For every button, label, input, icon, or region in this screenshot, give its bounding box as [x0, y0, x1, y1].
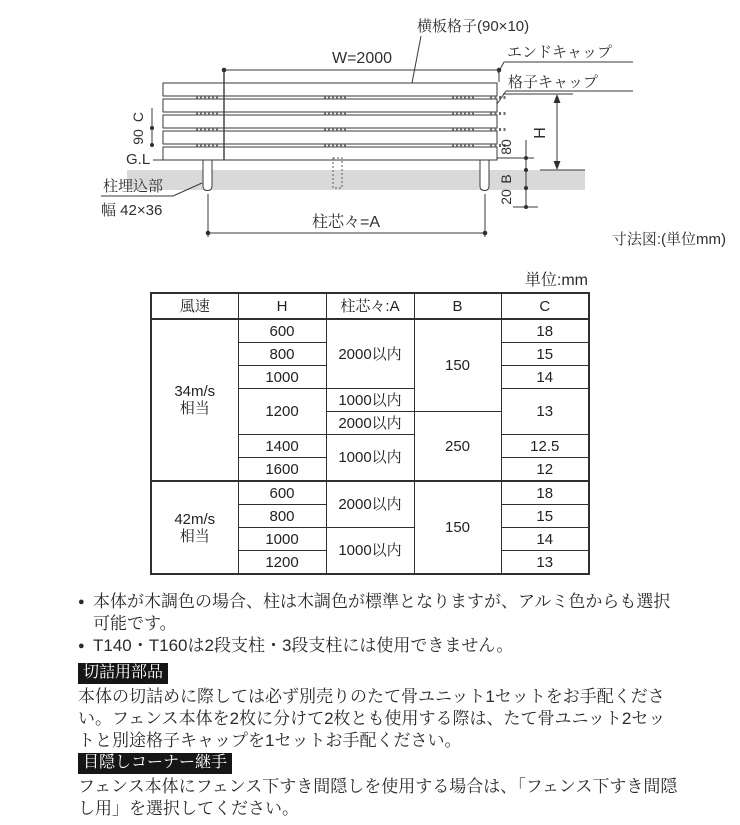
- table-row: 2000以内 250: [151, 412, 589, 435]
- left-post-embedded: [203, 160, 212, 191]
- note-text: T140・T160は2段支柱・3段支柱には使用できません。: [93, 636, 514, 655]
- label-dim-90: 90: [130, 129, 146, 145]
- label-end-cap: エンドキャップ: [507, 44, 613, 61]
- col-header-a: 柱芯々:A: [326, 293, 414, 319]
- wind-speed-spec-table: [150, 292, 590, 575]
- label-dim-b: B: [498, 174, 514, 184]
- table-row: 1000 14: [151, 366, 589, 389]
- label-dim-c: C: [130, 111, 146, 123]
- table-row: 800 15: [151, 505, 589, 528]
- end-cap-leader: [498, 62, 633, 73]
- col-header-c: C: [501, 293, 589, 319]
- label-post-embed: 柱埋込部: [103, 178, 164, 195]
- label-dim-h: H: [532, 127, 549, 139]
- fence-dimension-diagram: [0, 0, 740, 262]
- table-row: 1600 12: [151, 458, 589, 482]
- wind-speed-cell: 34m/s 相当: [151, 319, 238, 481]
- note-item: [78, 635, 684, 657]
- board-lattice-leader: [412, 36, 421, 83]
- section-body-trimming-parts: 本体の切詰めに際しては必ず別売りのたて骨ユニット1セットをお手配ください。フェンス本体を2枚に分けて2枚とも使用する際は、たて骨ユニット2セットと別途格子キャップを1セットお手配ください。: [78, 687, 666, 750]
- label-dim-20: 20: [498, 189, 514, 205]
- ground-band: [127, 170, 585, 190]
- bullet-icon: ●: [78, 596, 85, 608]
- table-row: 1400 1000以内 12.5: [151, 435, 589, 458]
- label-ground-line: G.L: [126, 151, 151, 168]
- label-width-dim: W=2000: [331, 50, 393, 67]
- wind-speed-cell: 42m/s 相当: [151, 481, 238, 574]
- diagram-caption: 寸法図:(単位mm): [611, 231, 726, 248]
- table-row: 42m/s 相当 600 2000以内 150 18: [151, 481, 589, 505]
- bullet-icon: ●: [78, 640, 85, 652]
- label-post-pitch: 柱芯々=A: [311, 214, 381, 231]
- lattice-cap-leader: [497, 91, 633, 104]
- width-dimension: [222, 68, 502, 73]
- col-header-wind: 風速: [151, 293, 238, 319]
- col-header-b: B: [414, 293, 501, 319]
- right-post-embedded: [480, 160, 489, 191]
- table-header-row: [151, 293, 589, 319]
- table-row: 1200 13: [151, 551, 589, 575]
- label-post-embed-size: 幅 42×36: [101, 202, 163, 219]
- table-row: 1000 1000以内 14: [151, 528, 589, 551]
- section-badge-corner-joint: 目隠しコーナー継手: [78, 753, 232, 774]
- section-body-corner-joint: フェンス本体にフェンス下すき間隠しを使用する場合は、「フェンス下すき間隠し用」を選択してください。: [78, 777, 678, 818]
- table-row: 1200 1000以内 13: [151, 389, 589, 412]
- left-dimensions: [150, 108, 154, 147]
- label-lattice-cap: 格子キャップ: [508, 74, 599, 91]
- col-header-h: H: [238, 293, 326, 319]
- table-row: 800 15: [151, 343, 589, 366]
- fence-boards: [163, 83, 497, 160]
- label-dim-80: 80: [498, 139, 514, 155]
- note-text: 本体が木調色の場合、柱は木調色が標準となりますが、アルミ色からも選択可能です。: [93, 592, 671, 633]
- table-row: 34m/s 相当 600 2000以内 150 18: [151, 319, 589, 343]
- section-badge-trimming-parts: 切詰用部品: [78, 663, 168, 684]
- note-item: [78, 591, 684, 635]
- table-unit-note: 単位:mm: [524, 272, 588, 289]
- notes-list: [78, 591, 684, 657]
- label-board-lattice: 横板格子(90×10): [417, 18, 530, 35]
